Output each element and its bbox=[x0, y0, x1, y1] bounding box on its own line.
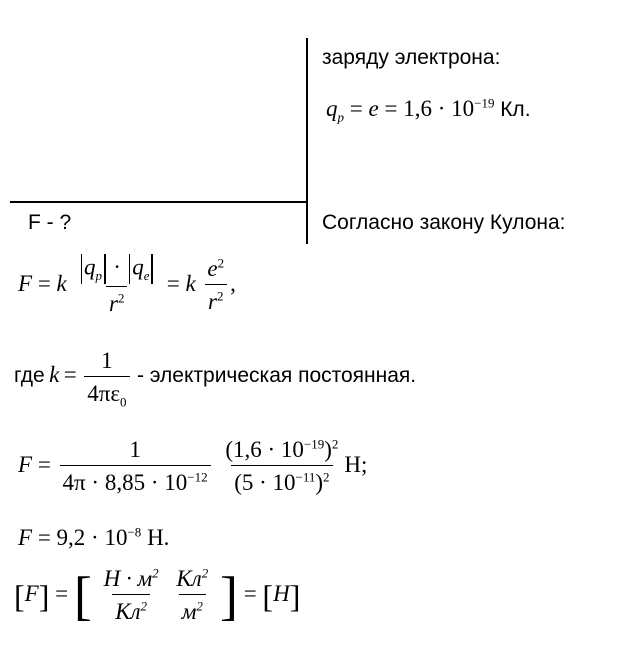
substitution-formula: F = $\frac{1}{4\pi \cdot 8,85 \cdot 10^{-12}}$ $\frac{(1,6 \cdot 10^{-19})^2}{(5 \cdot 10^{-11})^2}$ Н; bbox=[18, 436, 368, 496]
constant-line: где k = $\frac{1}{4\pi\varepsilon_0}$ - электрическая постоянная. bbox=[14, 348, 417, 411]
formula2-fraction2 bbox=[222, 437, 341, 497]
right-bracket-h: ] bbox=[289, 577, 301, 614]
formula1-fraction2 bbox=[204, 256, 227, 316]
qe-symbol: q bbox=[132, 254, 144, 280]
e-symbol2: e bbox=[207, 255, 218, 281]
formula2-den2: (5 · 10 bbox=[234, 470, 296, 496]
units-n1: Н · м bbox=[103, 566, 153, 591]
formula2-F: F bbox=[18, 452, 33, 478]
units-n2: Кл bbox=[176, 566, 202, 591]
formula1-F: F bbox=[18, 271, 33, 296]
q-symbol: q bbox=[326, 96, 338, 121]
formula2-fraction1 bbox=[60, 437, 211, 497]
constant-k: k bbox=[49, 362, 60, 388]
r-symbol2: r bbox=[208, 289, 217, 315]
formula2-den2-exp: −11 bbox=[295, 469, 316, 485]
e-symbol: e bbox=[368, 96, 379, 121]
formula1-k: k bbox=[56, 271, 67, 296]
formula2-num2-exp: −19 bbox=[303, 436, 325, 452]
r-symbol: r bbox=[109, 291, 118, 316]
unknown-label: F - ? bbox=[28, 211, 72, 234]
units-d2-exp: 2 bbox=[196, 598, 203, 614]
result-value: 9,2 · 10 bbox=[56, 525, 128, 550]
constant-numerator: 1 bbox=[101, 348, 113, 373]
units-H: Н bbox=[273, 581, 290, 607]
units-d1: Кл bbox=[115, 599, 141, 625]
given-vertical-rule bbox=[306, 38, 308, 244]
left-bracket: [ bbox=[14, 577, 25, 614]
right-bracket: ] bbox=[38, 577, 50, 614]
units-fraction2 bbox=[173, 566, 211, 626]
formula2-num2: (1,6 · 10 bbox=[225, 437, 304, 462]
formula2-den1: 4π · 8,85 · 10 bbox=[62, 470, 188, 496]
result-F: F bbox=[18, 525, 33, 550]
units-n2-exp: 2 bbox=[201, 565, 209, 581]
given-charge-text: заряду электрона: bbox=[322, 46, 501, 69]
r-exponent2: 2 bbox=[217, 288, 224, 304]
left-bracket-large: [ bbox=[73, 565, 92, 626]
abs-bar bbox=[129, 254, 131, 284]
formula1-k2: k bbox=[185, 271, 196, 296]
q-subscript: p bbox=[337, 109, 344, 125]
abs-bar bbox=[104, 254, 106, 284]
abs-bar bbox=[151, 254, 153, 284]
constant-prefix: где bbox=[14, 364, 45, 388]
r-exponent: 2 bbox=[117, 290, 125, 306]
units-d2: м bbox=[181, 599, 197, 625]
result-line: $F = 9,2 \cdot 10^{-8}$ Н. bbox=[18, 524, 170, 550]
e-exponent: 2 bbox=[217, 255, 225, 271]
formula2-num2-pow: 2 bbox=[331, 436, 339, 452]
qe-subscript: e bbox=[143, 267, 150, 283]
result-exponent: −8 bbox=[127, 524, 142, 540]
charge-unit: Кл. bbox=[500, 98, 531, 121]
formula2-den1-exp: −12 bbox=[187, 469, 208, 485]
units-fraction1 bbox=[101, 566, 162, 626]
formula2-num2-close: ) bbox=[324, 437, 332, 462]
abs-bar bbox=[81, 254, 83, 284]
qp-subscript: p bbox=[95, 267, 103, 283]
constant-denominator: 4πε bbox=[87, 381, 120, 407]
charge-value: 1,6 · 10 bbox=[403, 96, 475, 121]
units-F: F bbox=[24, 581, 39, 607]
formula1-tail: , bbox=[230, 271, 236, 296]
constant-description: - электрическая постоянная. bbox=[136, 364, 417, 388]
formula2-den2-close: ) bbox=[315, 470, 324, 496]
coulomb-formula: F = k $\frac{q_p \cdot q_e}{r^2}$ = k $\frac{e^2}{r^2}$ , bbox=[18, 254, 236, 316]
formula2-num1: 1 bbox=[129, 437, 141, 462]
coulomb-law-text: Согласно закону Кулона: bbox=[322, 211, 566, 234]
constant-denominator-sub: 0 bbox=[120, 395, 127, 411]
result-unit: Н. bbox=[147, 525, 170, 550]
left-bracket-h: [ bbox=[262, 577, 274, 614]
charge-equation: $q_p = e = 1,6 \cdot 10^{-19}$ Кл. bbox=[326, 95, 531, 125]
formula2-unit: Н; bbox=[344, 452, 368, 478]
formula2-den2-pow: 2 bbox=[323, 469, 330, 485]
qp-symbol: q bbox=[84, 254, 96, 280]
right-bracket-large: ] bbox=[219, 565, 238, 626]
units-d1-exp: 2 bbox=[140, 598, 148, 614]
formula1-fraction: $\frac{q_p \cdot q_e}{r^2}$ bbox=[76, 254, 158, 317]
charge-exponent: −19 bbox=[474, 95, 495, 111]
given-horizontal-rule bbox=[10, 201, 306, 203]
constant-fraction bbox=[84, 348, 129, 411]
units-n1-exp: 2 bbox=[152, 565, 159, 581]
units-check: [F] = [ $\frac{Н \cdot м^2}{Кл^2}$ $\frac{Кл^2}{м^2}$ ] = [Н] bbox=[14, 565, 301, 626]
